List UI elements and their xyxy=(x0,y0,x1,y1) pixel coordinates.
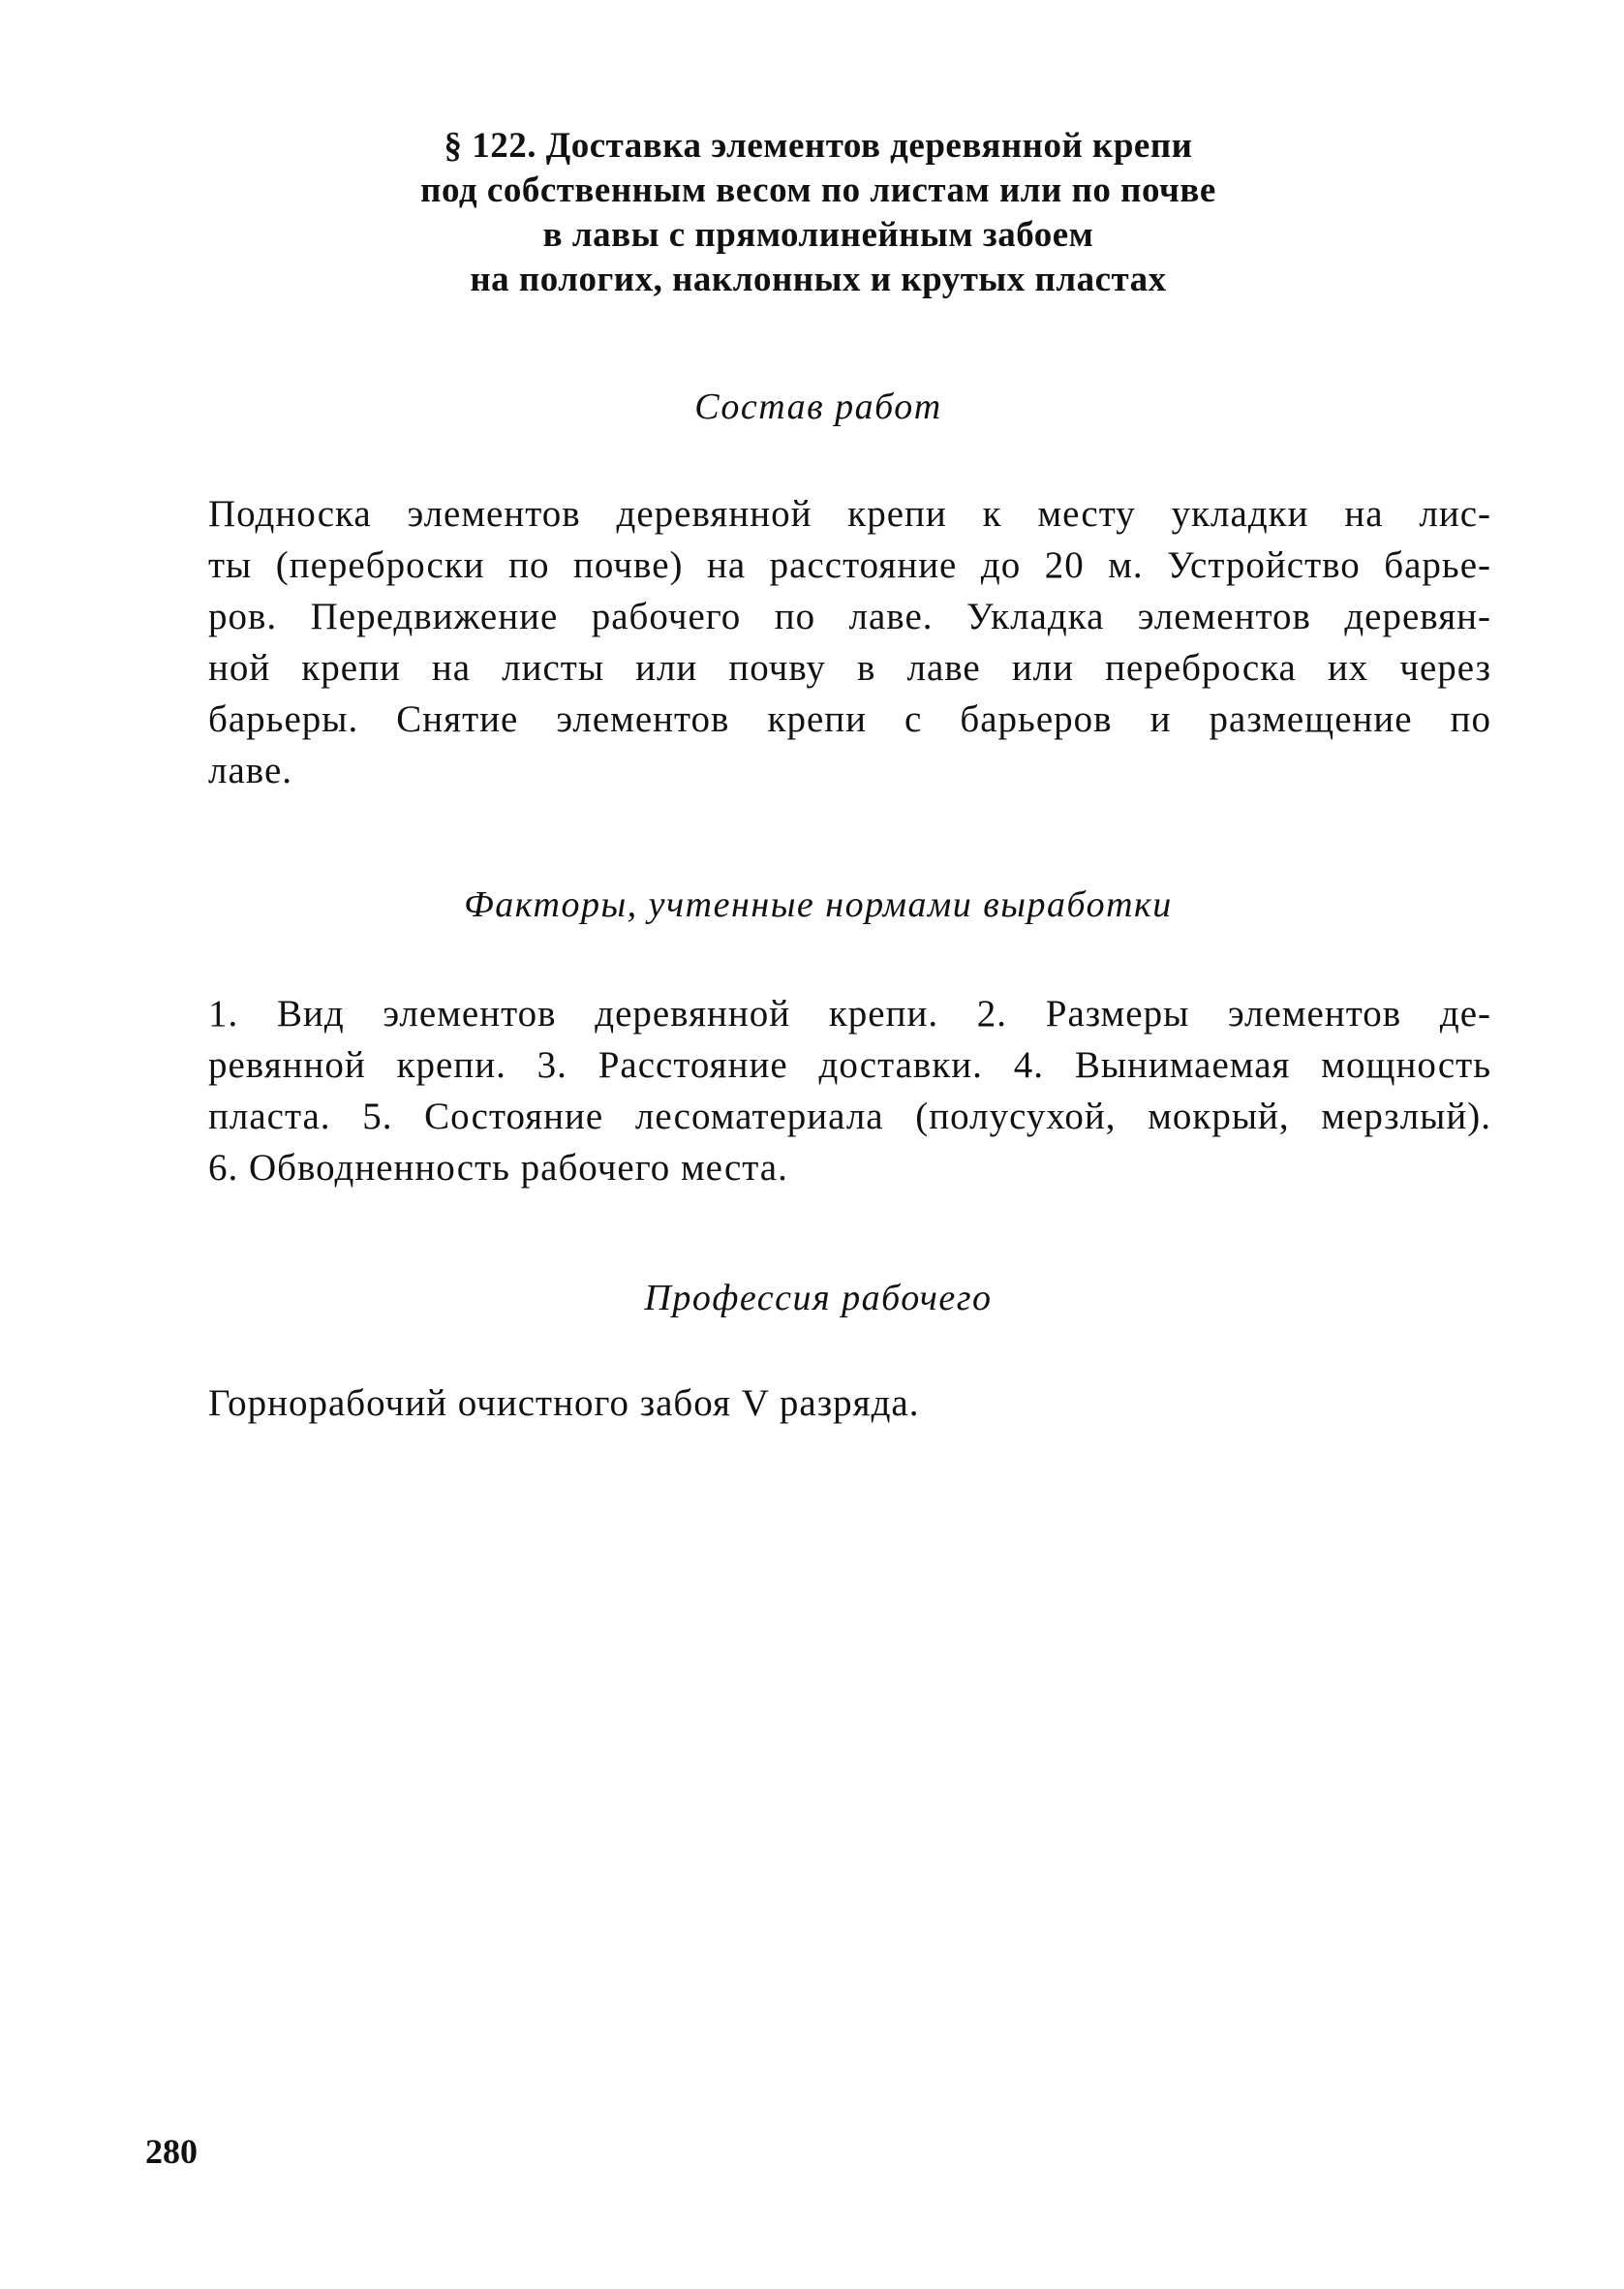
profession-paragraph xyxy=(208,1377,1491,1429)
page-number: 280 xyxy=(145,2132,198,2171)
composition-title: Состав работ xyxy=(694,387,942,427)
factors-paragraph xyxy=(208,988,1491,1193)
paragraph-line: лаве. xyxy=(208,750,293,791)
heading-line: под собственным весом по листам или по почве xyxy=(420,170,1216,210)
paragraph-line: ты (переброски по почве) на расстояние до 20 м. Устройство барье- xyxy=(208,544,1491,586)
paragraph-line: ревянной крепи. 3. Расстояние доставки. 4. Вынимаемая мощность xyxy=(208,1044,1491,1086)
heading-line: в лавы с прямолинейным забоем xyxy=(542,215,1094,255)
paragraph-line: Горнорабочий очистного забоя V разряда. xyxy=(208,1382,920,1424)
paragraph-line: пласта. 5. Состояние лесоматериала (полусухой, мокрый, мерзлый). xyxy=(208,1096,1491,1137)
factors-title: Факторы, учтенные нормами выработки xyxy=(464,884,1173,925)
paragraph-line: 6. Обводненность рабочего места. xyxy=(208,1147,788,1189)
paragraph-line: 1. Вид элементов деревянной крепи. 2. Размеры элементов де- xyxy=(208,993,1491,1035)
heading-line: на пологих, наклонных и крутых пластах xyxy=(470,260,1167,299)
paragraph-line: барьеры. Снятие элементов крепи с барьеров и размещение по xyxy=(208,698,1491,740)
composition-paragraph xyxy=(208,488,1491,796)
paragraph-line: ной крепи на листы или почву в лаве или переброска их через xyxy=(208,647,1491,689)
paragraph-line: ров. Передвижение рабочего по лаве. Укладка элементов деревян- xyxy=(208,596,1491,637)
profession-title: Профессия рабочего xyxy=(644,1278,993,1318)
heading-line: § 122. Доставка элементов деревянной крепи xyxy=(444,126,1193,166)
paragraph-line: Подноска элементов деревянной крепи к месту укладки на лис- xyxy=(208,493,1491,535)
section-heading xyxy=(291,124,1346,302)
